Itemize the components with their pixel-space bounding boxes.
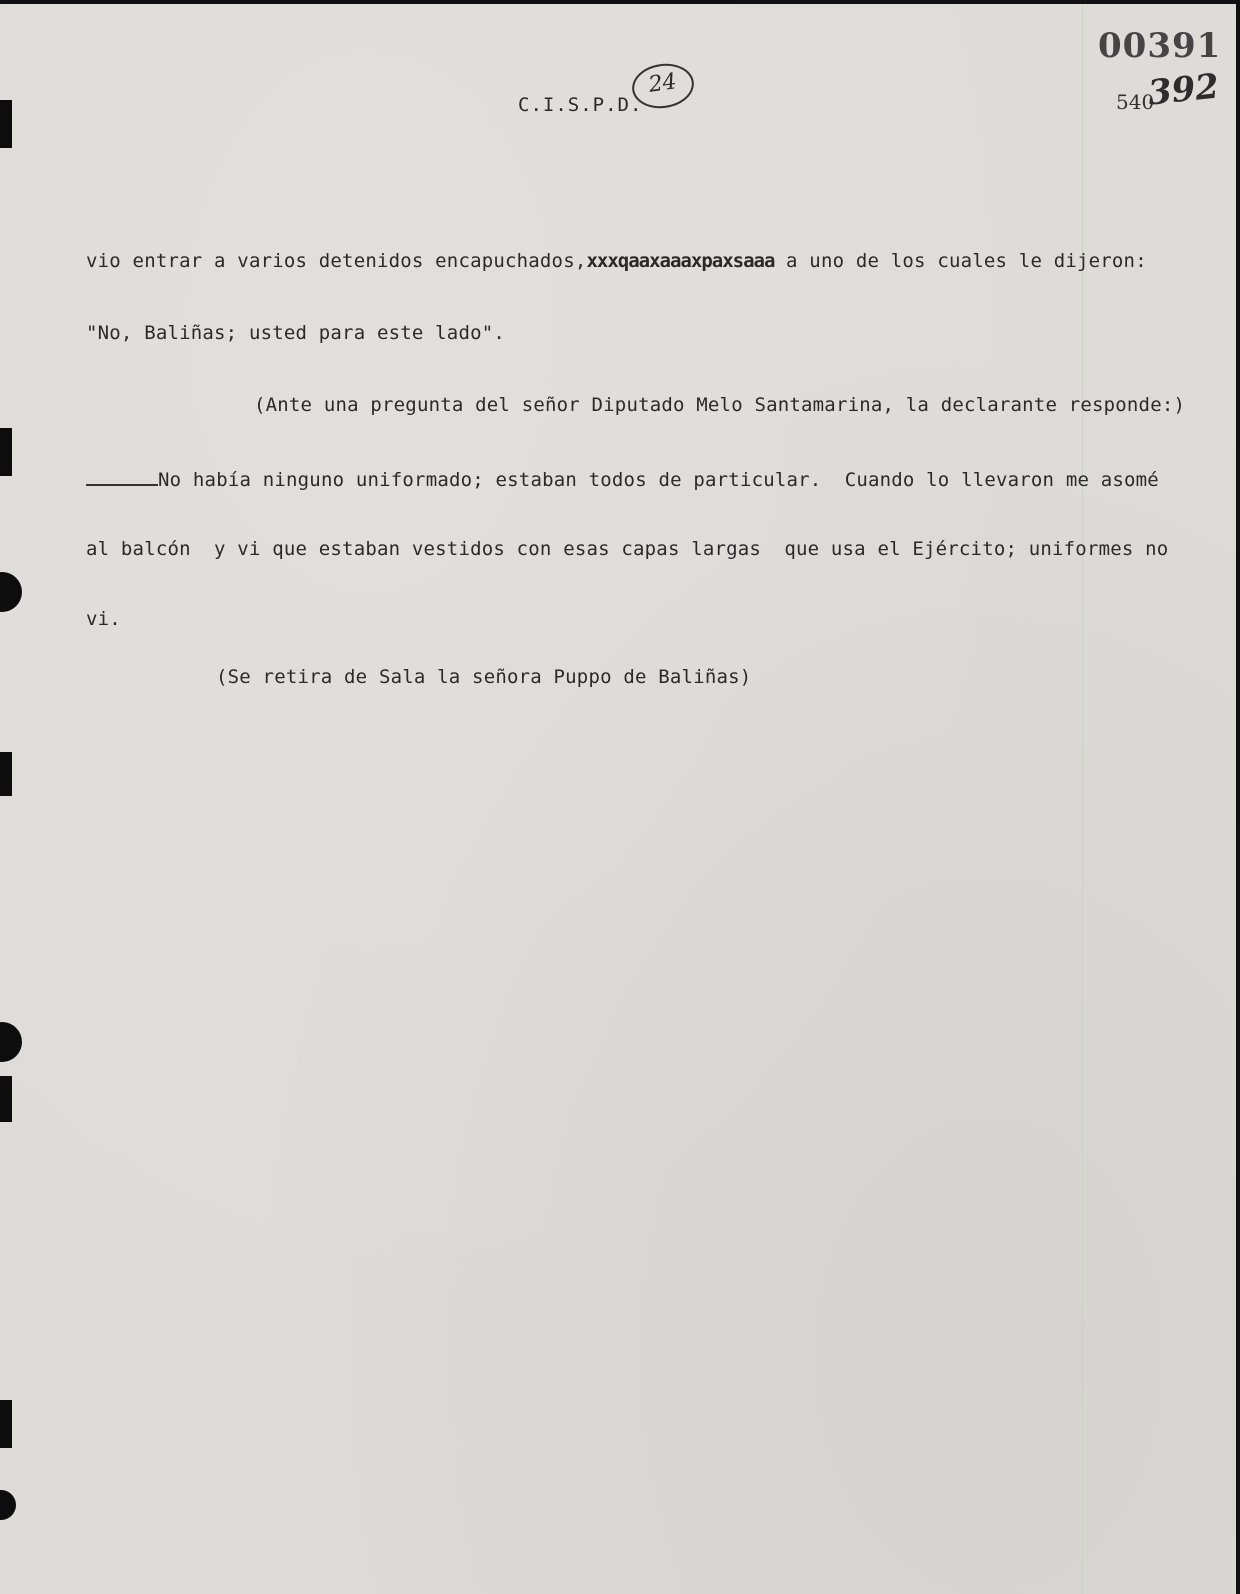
- binding-bar: [0, 1076, 12, 1122]
- body-line-5: al balcón y vi que estaban vestidos con esas capas largas que usa el Ejército; uniformes no: [86, 538, 1169, 560]
- circled-page-number: 24: [629, 60, 697, 112]
- binding-bar: [0, 1400, 12, 1448]
- body-line-6: vi.: [86, 608, 121, 630]
- answer-text: No había ninguno uniformado; estaban todos de particular. Cuando lo llevaron me asomé: [158, 469, 1159, 491]
- parenthetical-note-exit: (Se retira de Sala la señora Puppo de Baliñas): [216, 666, 752, 688]
- document-code: C.I.S.P.D.: [518, 94, 643, 116]
- body-line-2: "No, Baliñas; usted para este lado".: [86, 322, 506, 344]
- punch-hole: [0, 1490, 16, 1520]
- punch-hole: [0, 572, 22, 612]
- struck-out-text: xxxqaaxaaaxpaxsaaa: [586, 250, 775, 272]
- margin-line: [1082, 4, 1083, 1594]
- binding-bar: [0, 100, 12, 148]
- answer-blank-line: [86, 466, 158, 486]
- crossed-folio-number: 540: [1116, 90, 1155, 114]
- body-line-1: [86, 250, 1147, 272]
- body-line-1-end: a uno de los cuales le dijeron:: [774, 250, 1147, 272]
- parenthetical-note-question: (Ante una pregunta del señor Diputado Melo Santamarina, la declarante responde:): [254, 394, 1186, 416]
- punch-hole: [0, 1022, 22, 1062]
- binding-bar: [0, 428, 12, 476]
- body-line-1-start: vio entrar a varios detenidos encapuchados,: [86, 250, 587, 272]
- binding-bar: [0, 752, 12, 796]
- stamped-folio-number: 00391: [1098, 26, 1222, 66]
- handwritten-folio-number: 392: [1146, 66, 1221, 114]
- body-line-4: [86, 466, 1159, 491]
